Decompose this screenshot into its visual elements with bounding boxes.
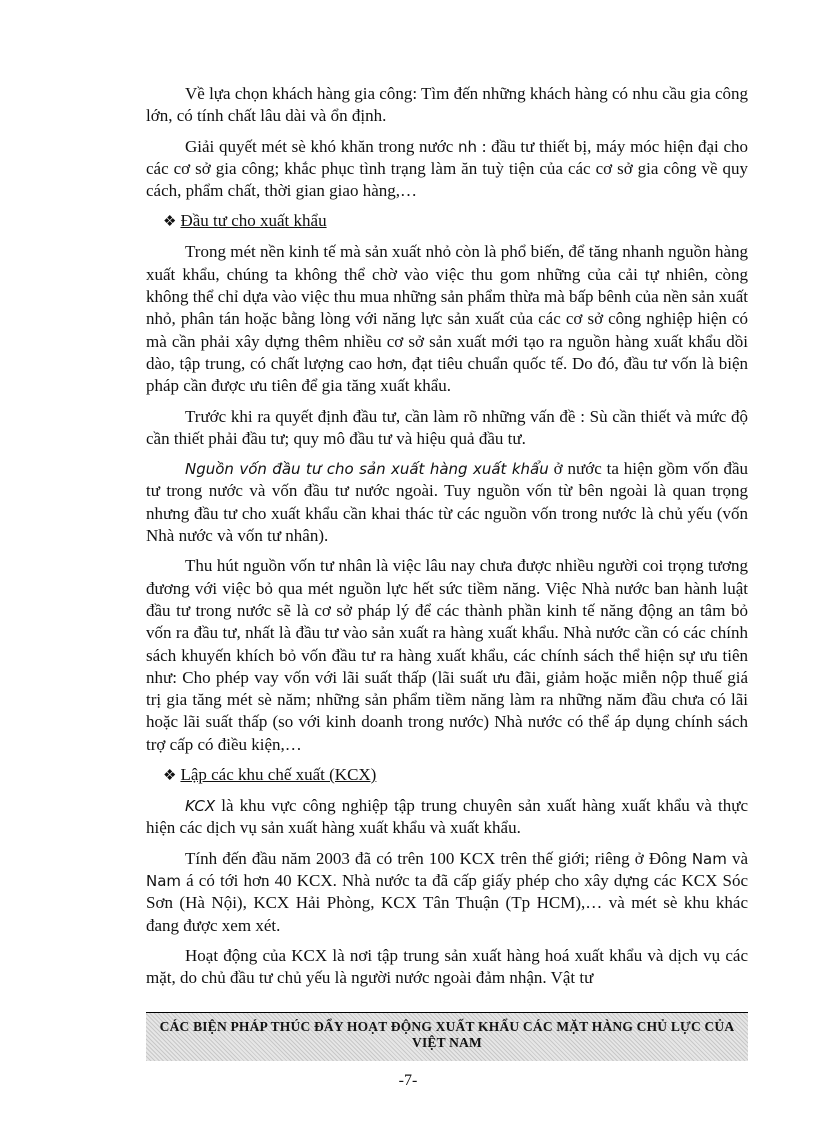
section-heading-text: Lập các khu chế xuất (KCX): [180, 765, 377, 785]
paragraph: [146, 848, 748, 937]
section-heading-text: Đầu tư cho xuất khẩu: [180, 211, 327, 231]
paragraph-text: và: [726, 848, 749, 868]
paragraph-text: á có tới hơn 40 KCX. Nhà nước ta đã cấp giấy phép cho xây dựng các KCX Sóc Sơn (Hà Nội), KCX Hải Phòng, KCX Tân Thuận (Tp HCM),… và mét sè khu khác đang được xem xét.: [146, 870, 748, 935]
paragraph: Hoạt động của KCX là nơi tập trung sản xuất hàng hoá xuất khẩu và dịch vụ các mặt, do chủ đầu tư chủ yếu là người nước ngoài đảm nhận. Vật tư: [146, 945, 748, 988]
paragraph-text: Giải quyết mét sè khó khăn trong nước: [185, 136, 454, 156]
paragraph: Trước khi ra quyết định đầu tư, cần làm rõ những vấn đề : Sù cần thiết và mức độ cần thiết phải đầu tư; quy mô đầu tư và hiệu quả đầu tư.: [146, 406, 748, 448]
paragraph: Thu hút nguồn vốn tư nhân là việc lâu nay chưa được nhiều người coi trọng tương đương với việc bỏ qua mét nguồn lực hết sức tiềm năng. Việc Nhà nước ban hành luật đầu tư trong nước sẽ là cơ sở pháp lý để các thành phần kinh tế năng động an tâm bỏ vốn ra đầu tư, nhất là đầu tư vào sản xuất ra hàng xuất khẩu. Nhà nước cần có các chính sách khuyến khích bỏ vốn đầu tư ra hàng xuất khẩu, các chính sách thể hiện sự ưu tiên như: Cho phép vay vốn với lãi suất thấp (lãi suất ưu đãi, giảm hoặc miễn nộp thuế giá trị gia tăng mét sè năm; những sản phẩm tiềm năng làm ra những năm đầu chưa có lãi hoặc lãi suất thấp (so với kinh doanh trong nước) Nhà nước có thể áp dụng chính sách trợ cấp có điều kiện,…: [146, 556, 748, 754]
paragraph-text: nh: [457, 137, 477, 156]
paragraph-text: ở nước ta hiện gồm vốn đầu tư trong nước và vốn đầu tư nước ngoài. Tuy nguồn vốn từ bên ngoài là quan trọng nhưng đầu tư cho xuất khẩu cần khai thác từ các nguồn vốn trong nước là chủ yếu (vốn Nhà nước và vốn tư nhân).: [146, 459, 748, 546]
paragraph-text: : đầu tư thiết bị, máy móc hiện đại cho các cơ sở gia công; khắc phục tình trạng làm ăn tuỳ tiện của các cơ sở gia công về quy cách, phẩm chất, thời gian giao hàng,…: [146, 136, 749, 201]
section-heading: [163, 764, 748, 787]
paragraph: [146, 136, 748, 203]
footer-banner: [146, 1012, 748, 1061]
diamond-bullet-icon: ❖: [163, 768, 177, 785]
italic-phrase: Nguồn vốn đầu tư cho sản xuất hàng xuất khẩu: [185, 460, 549, 479]
diamond-bullet-icon: ❖: [163, 214, 177, 231]
paragraph-text: Nam: [146, 871, 182, 890]
section-heading: [163, 210, 748, 233]
paragraph-text: là khu vực công nghiệp tập trung chuyên sản xuất hàng xuất khẩu và thực hiện các dịch vụ sản xuất hàng xuất khẩu và xuất khẩu.: [146, 796, 748, 838]
paragraph: [146, 795, 748, 840]
paragraph: Trong mét nền kinh tế mà sản xuất nhỏ còn là phổ biến, để tăng nhanh nguồn hàng xuất khẩu, chúng ta không thể chờ vào việc thu gom những của cải tự nhiên, còng không thể chỉ dựa vào việc thu mua những sản phẩm thừa mà bấp bênh của nền sản xuất nhỏ, phân tán hoặc bằng lòng với năng lực sản xuất của các cơ sở công nghiệp hiện có mà cần phải xây dựng thêm nhiều cơ sở sản xuất mới tạo ra nguồn hàng xuất khẩu dồi dào, tập trung, có chất lượng cao hơn, đạt tiêu chuẩn quốc tế. Do đó, đầu tư vốn là biện pháp cần được ưu tiên để gia tăng xuất khẩu.: [146, 242, 748, 396]
document-body: [146, 83, 748, 989]
paragraph: [146, 458, 748, 547]
italic-phrase: KCX: [185, 797, 216, 816]
paragraph-text: Nam: [691, 849, 727, 868]
paragraph-text: Tính đến đầu năm 2003 đã có trên 100 KCX trên thế giới; riêng ở Đông: [185, 848, 687, 868]
footer-title: CÁC BIỆN PHÁP THÚC ĐẨY HOẠT ĐỘNG XUẤT KHẨU CÁC MẶT HÀNG CHỦ LỰC CỦA VIỆT NAM: [159, 1019, 735, 1050]
paragraph: Về lựa chọn khách hàng gia công: Tìm đến những khách hàng có nhu cầu gia công lớn, có tính chất lâu dài và ổn định.: [146, 84, 748, 126]
page-number: -7-: [398, 1072, 418, 1089]
